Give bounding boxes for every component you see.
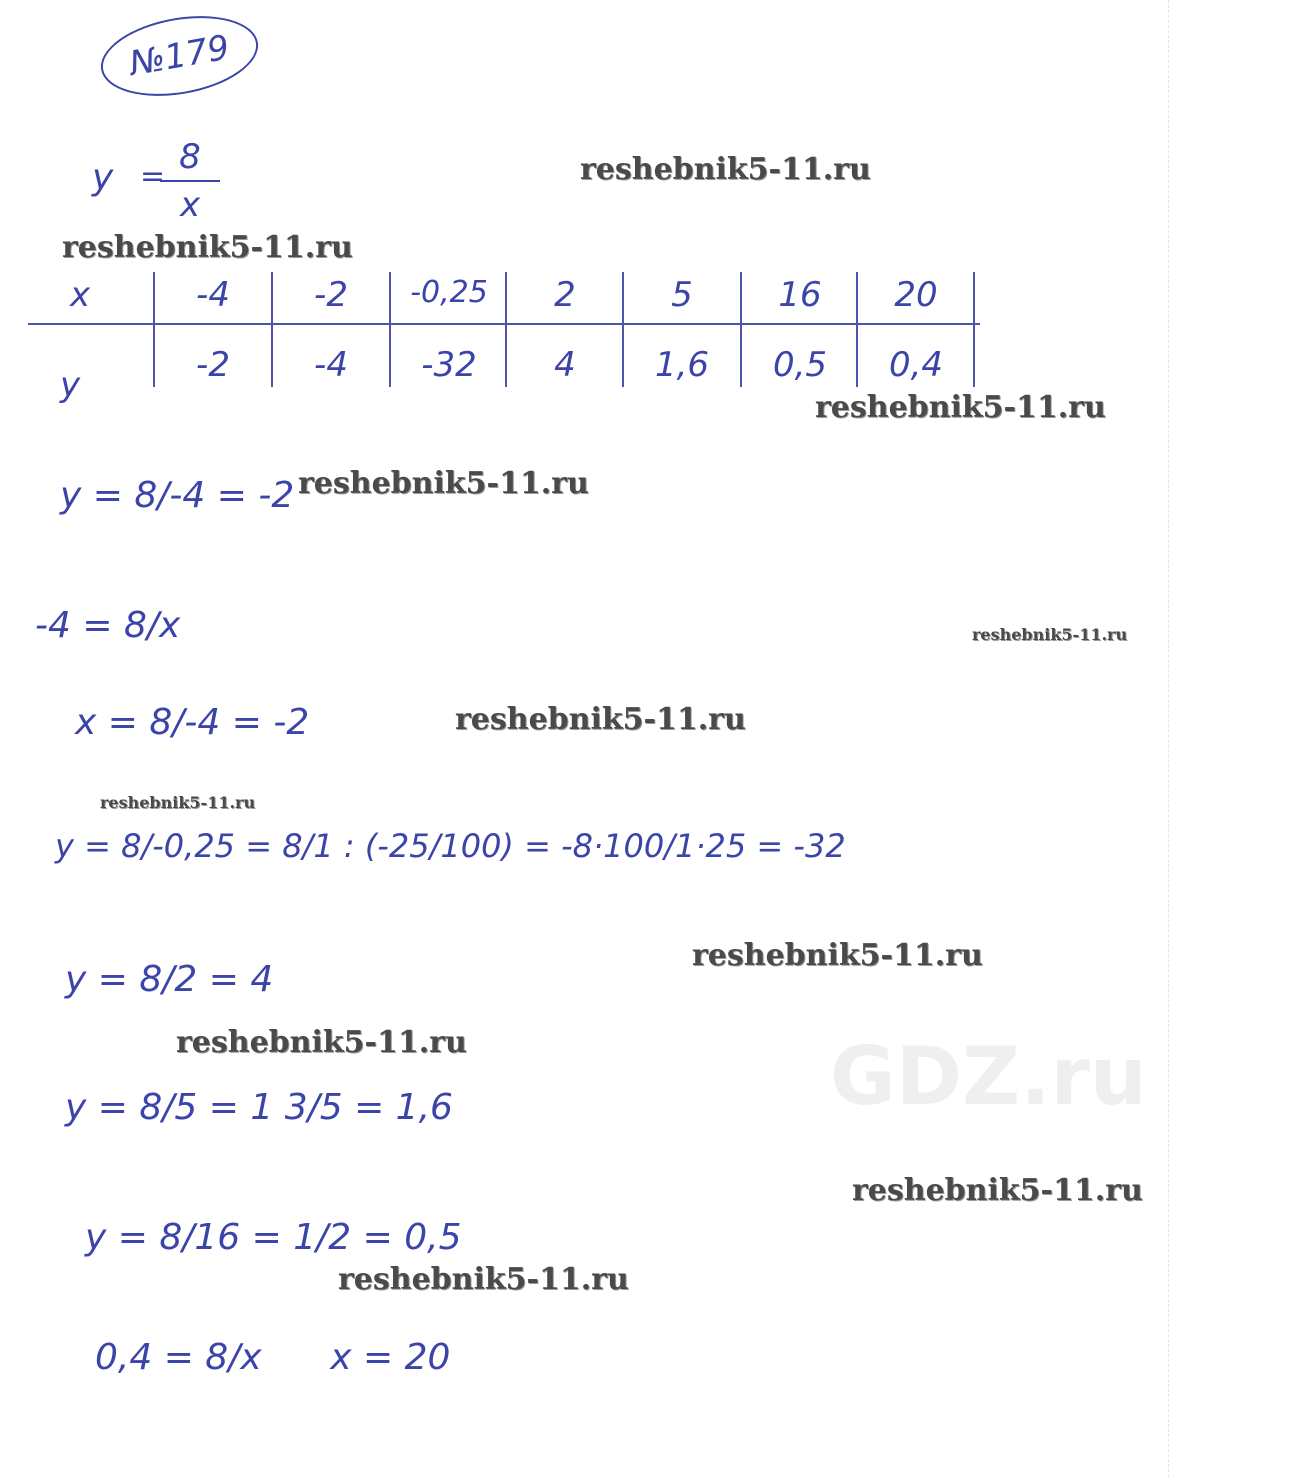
table-x-cell: -4 [196, 275, 230, 315]
watermark: reshebnik5-11.ru [100, 793, 256, 812]
formula-den: x [179, 185, 201, 225]
table-col-line [505, 272, 507, 387]
watermark: reshebnik5-11.ru [176, 1025, 467, 1060]
table-x-cell: 20 [894, 275, 938, 315]
watermark: reshebnik5-11.ru [298, 466, 589, 501]
step-6: y = 8/5 = 1 3/5 = 1,6 [65, 1087, 453, 1128]
table-y-cell: 0,4 [888, 345, 944, 385]
watermark: reshebnik5-11.ru [338, 1262, 629, 1297]
table-col-line [622, 272, 624, 387]
table-y-cell: 4 [554, 345, 576, 385]
formula-bar [160, 180, 220, 182]
table-x-cell: -2 [314, 275, 348, 315]
table-y-label: y [59, 365, 81, 405]
step-7: y = 8/16 = 1/2 = 0,5 [85, 1217, 462, 1258]
step-2: -4 = 8/x [35, 605, 181, 646]
formula-eq: = [140, 159, 166, 194]
table-y-cell: 0,5 [772, 345, 828, 385]
table-col-line [271, 272, 273, 387]
table-y-cell: -32 [421, 345, 477, 385]
formula-num: 8 [179, 137, 201, 177]
formula-lhs: y [92, 157, 114, 198]
table-col-line [153, 272, 155, 387]
step-1: y = 8/-4 = -2 [60, 475, 295, 516]
table-divider [28, 323, 980, 325]
watermark: reshebnik5-11.ru [455, 702, 746, 737]
table-y-cell: 1,6 [654, 345, 710, 385]
watermark: reshebnik5-11.ru [580, 152, 871, 187]
table-col-line [973, 272, 975, 387]
page-margin-line [1168, 0, 1170, 1477]
table-col-line [856, 272, 858, 387]
step-4: y = 8/-0,25 = 8/1 : (-25/100) = -8·100/1·25 = -32 [55, 827, 846, 865]
table-x-cell: 5 [671, 275, 693, 315]
table-x-cell: 16 [778, 275, 822, 315]
table-col-line [389, 272, 391, 387]
watermark: reshebnik5-11.ru [972, 625, 1128, 644]
faint-watermark-gdz: GDZ.ru [830, 1030, 1147, 1123]
watermark: reshebnik5-11.ru [62, 230, 353, 265]
table-x-label: x [69, 275, 91, 315]
formula-fraction [160, 137, 220, 225]
table-y-cell: -4 [314, 345, 348, 385]
table-x-cell: -0,25 [410, 275, 488, 310]
table-y-cell: -2 [196, 345, 230, 385]
step-5: y = 8/2 = 4 [65, 959, 274, 1000]
step-3: x = 8/-4 = -2 [75, 702, 310, 743]
task-number: №179 [95, 5, 265, 107]
table-col-line [740, 272, 742, 387]
watermark: reshebnik5-11.ru [692, 938, 983, 973]
watermark: reshebnik5-11.ru [815, 390, 1106, 425]
watermark: reshebnik5-11.ru [852, 1173, 1143, 1208]
step-8: 0,4 = 8/x x = 20 [95, 1337, 451, 1378]
table-x-cell: 2 [554, 275, 576, 315]
